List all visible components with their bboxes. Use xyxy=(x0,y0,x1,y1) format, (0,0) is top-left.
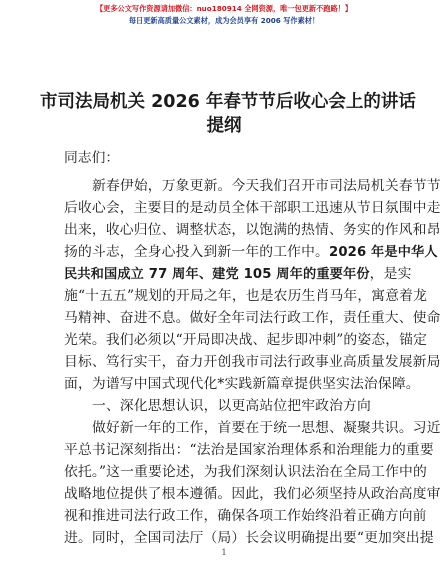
emphasized-text: 民共和国成立 77 周年、建党 105 周年的重要年份 xyxy=(64,267,370,282)
paragraph-line: 依托。”这一重要论述，为我们深刻认识法治在全局工作中的 xyxy=(64,464,427,480)
paragraph-line: 光荣。我们必须以“开局即决战、起步即冲刺”的姿态，锚定 xyxy=(64,332,428,348)
paragraph-line: 后收心会，主要目的是动员全体干部职工迅速从节日氛围中走 xyxy=(64,200,441,216)
section-heading: 一、深化思想认识，以更高站位把牢政治方向 xyxy=(92,398,371,414)
paragraph-line: 做好新一年的工作，首要在于统一思想、凝聚共识。习近 xyxy=(92,420,441,436)
paragraph-line: 面，为谱写中国式现代化*实践新篇章提供坚实法治保障。 xyxy=(64,376,420,392)
paragraph-line: 视和推进司法行政工作，确保各项工作始终沿着正确方向前 xyxy=(64,508,427,524)
greeting: 同志们： xyxy=(64,150,120,166)
paragraph-line: 出来，收心归位、调整状态，以饱满的热情、务实的作风和昂 xyxy=(64,222,441,238)
paragraph-line: 目标、笃行实干，奋力开创我市司法行政事业高质量发展新局 xyxy=(64,354,441,370)
paragraph-line: 新春伊始，万象更新。今天我们召开市司法局机关春节节 xyxy=(92,178,441,194)
paragraph-line xyxy=(64,265,412,284)
page-number: 1 xyxy=(221,548,227,557)
paragraph-line: 马精神、奋进不息。做好全年司法行政工作，责任重大、使命 xyxy=(64,310,441,326)
paragraph-line: 平总书记深刻指出：“法治是国家治理体系和治理能力的重要 xyxy=(64,442,434,458)
promo-subline: 每日更新高质量公文素材，成为会员享有 2006 写作素材！ xyxy=(128,16,320,25)
paragraph-line xyxy=(64,243,438,262)
document-title: 市司法局机关 2026 年春节节后收心会上的讲话 xyxy=(40,92,416,112)
document-title-continuation: 提纲 xyxy=(206,116,242,136)
emphasized-text: 2026 年是中华人 xyxy=(329,245,438,260)
promo-banner-line: 【更多公文写作资源请加微信：nuo180914 全网资源，唯一包更新不跑路！】 xyxy=(95,4,353,13)
paragraph-line: 进。同时，全国司法厅（局）长会议明确提出要“更加突出提 xyxy=(64,530,434,546)
paragraph-text: 扬的斗志，全身心投入到新一年的工作中。 xyxy=(64,244,329,260)
paragraph-line: 施“十五五”规划的开局之年，也是农历生肖马年，寓意着龙 xyxy=(64,288,428,304)
paragraph-text: ，是实 xyxy=(369,266,412,282)
paragraph-line: 战略地位提供了根本遵循。因此，我们必须坚持从政治高度审 xyxy=(64,486,441,502)
